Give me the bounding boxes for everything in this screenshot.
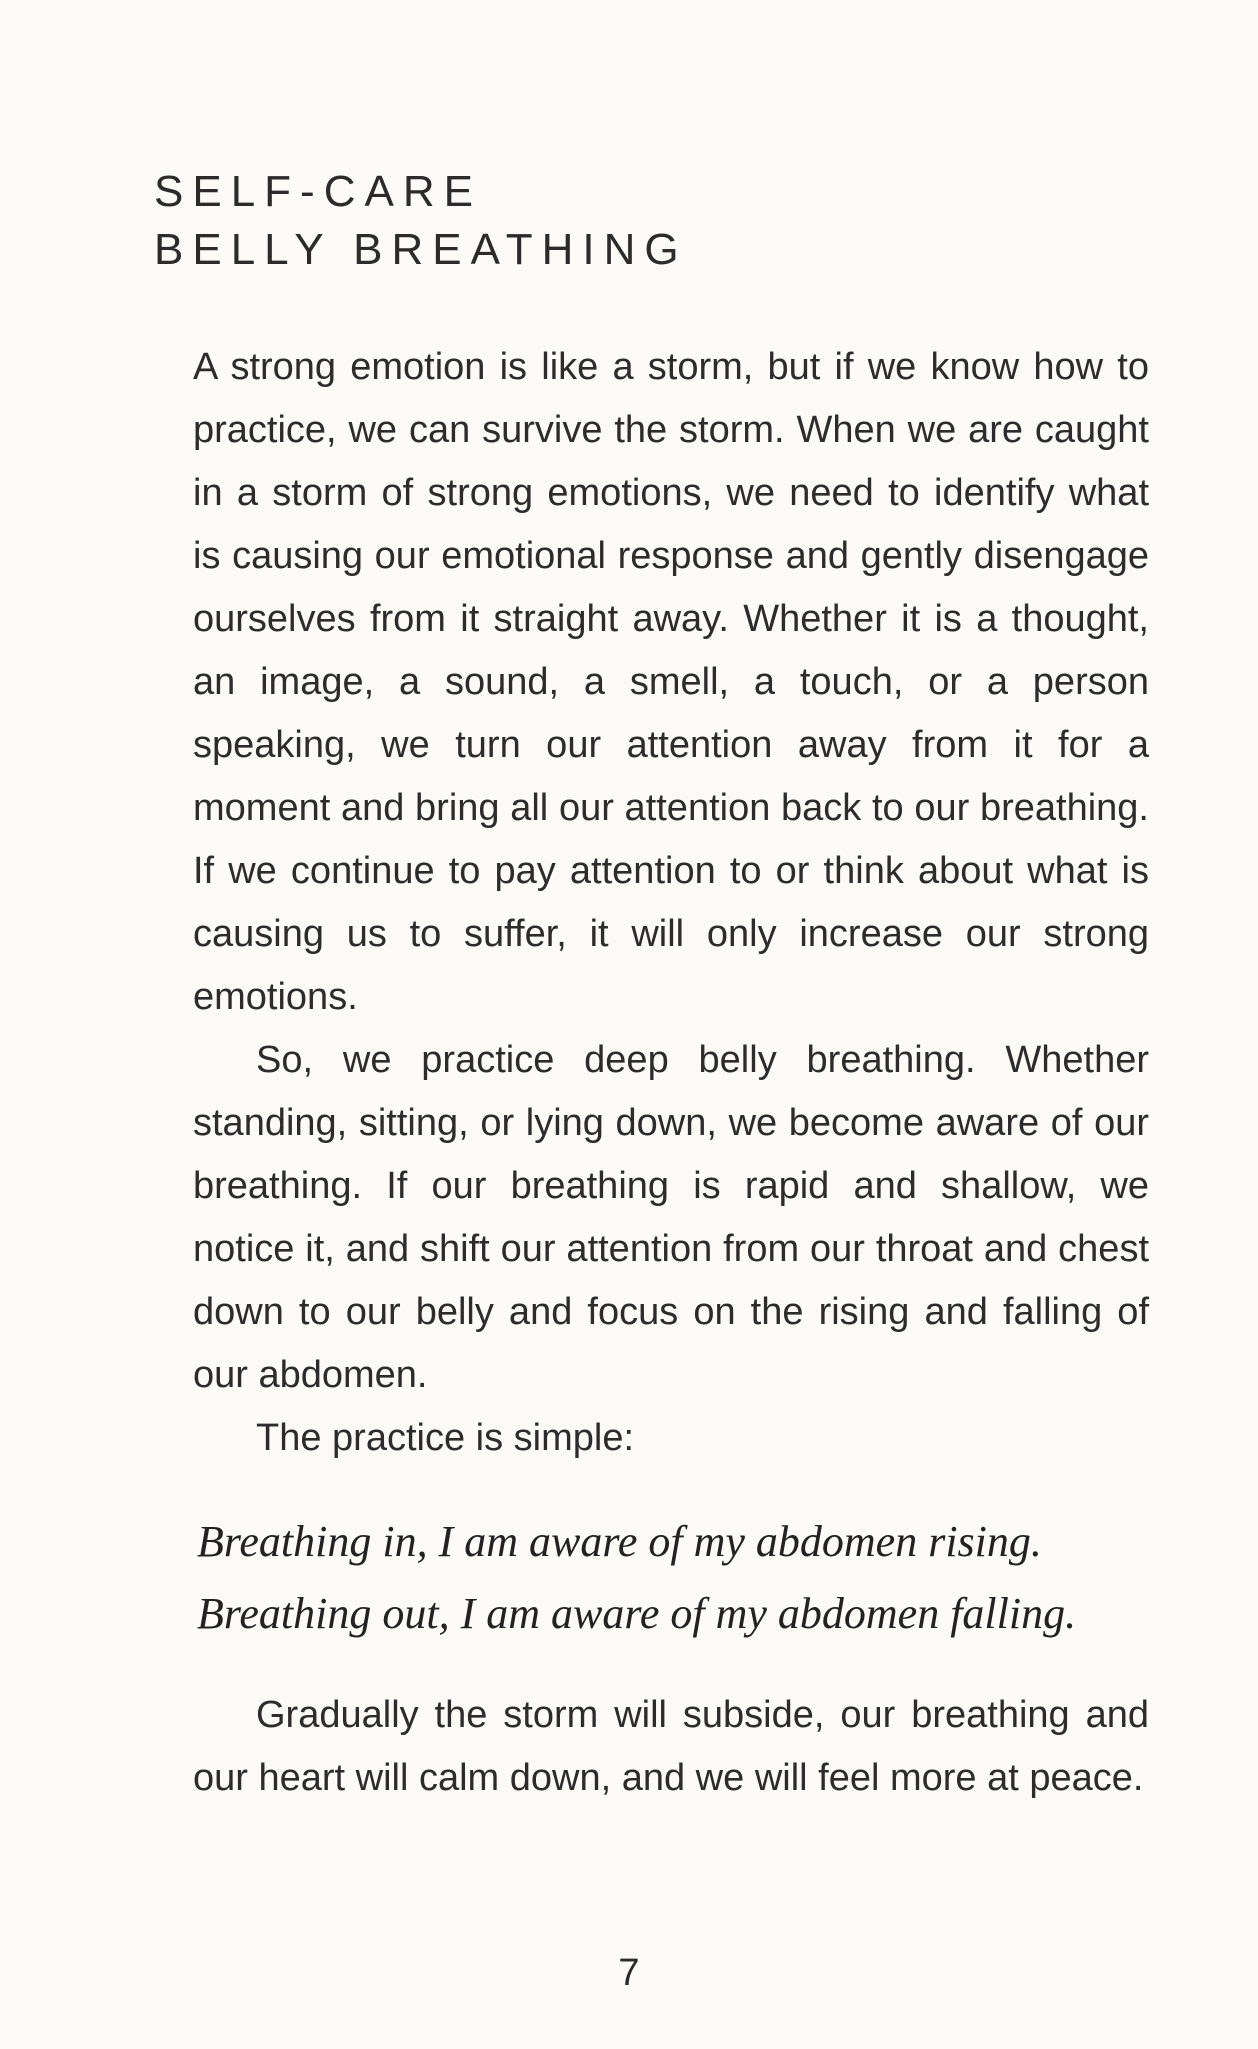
paragraph: A strong emotion is like a storm, but if we know how to practice, we can survive the storm. When we are caught in a storm of strong emotions, we need to identify what is causing our emotional response and gently disengage ourselves from it straight away. Whether it is a thought, an image, a sound, a smell, a touch, or a person speaking, we turn our attention away from it for a moment and bring all our attention back to our breathing. If we continue to pay attention to or think about what is causing us to suffer, it will only increase our strong emotions. [193,346,1149,1018]
paragraph: So, we practice deep belly breathing. Whether standing, sitting, or lying down, we become aware of our breathing. If our breathing is rapid and shallow, we notice it, and shift our attention from our throat and chest down to our belly and focus on the rising and falling of our abdomen. [193,1039,1149,1396]
chapter-heading [154,163,688,279]
section-label: SELF-CARE [154,167,482,216]
verse-line: Breathing out, I am aware of my abdomen falling. [197,1589,1077,1638]
verse-line: Breathing in, I am aware of my abdomen rising. [197,1517,1042,1566]
paragraph: Gradually the storm will subside, our breathing and our heart will calm down, and we will feel more at peace. [193,1694,1149,1799]
paragraph: The practice is simple: [256,1417,635,1459]
page-number: 7 [618,1952,640,1994]
closing-text [193,1684,1149,1810]
body-text [193,336,1149,1470]
page-title: BELLY BREATHING [154,225,688,274]
practice-verse [197,1506,1076,1650]
